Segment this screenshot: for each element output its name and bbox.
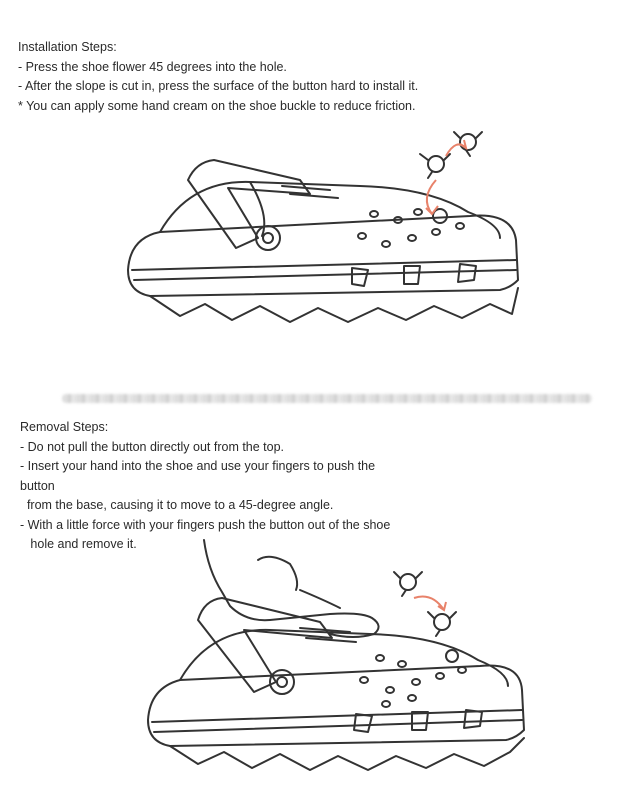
strap [188, 160, 310, 248]
vent-hole [464, 710, 482, 728]
vent-hole [352, 268, 368, 286]
strap-rivet [256, 226, 280, 250]
removal-line: - Insert your hand into the shoe and use your fingers to push the [20, 459, 376, 473]
charm-icon [420, 154, 450, 178]
removal-line: from the base, causing it to move to a 45-degree angle. [20, 498, 334, 512]
installation-line: - Press the shoe flower 45 degrees into the hole. [18, 59, 287, 74]
removal-line: - With a little force with your fingers push the button out of the shoe [20, 517, 391, 532]
vent-hole [404, 266, 420, 284]
vent-hole [354, 714, 372, 732]
removal-line: button [20, 478, 55, 493]
installation-line: - After the slope is cut in, press the surface of the button hard to install it. [18, 79, 419, 93]
clog-install-illustration [0, 120, 640, 340]
vent-hole [458, 264, 476, 282]
charm-icon [394, 572, 422, 596]
installation-title: Installation Steps: [18, 40, 117, 54]
section-divider [62, 394, 592, 403]
sole-outline [128, 216, 518, 297]
installation-line: * You can apply some hand cream on the shoe buckle to reduce friction. [18, 98, 416, 113]
removal-title: Removal Steps: [20, 420, 109, 434]
charm-installed [446, 650, 458, 662]
hand [204, 540, 379, 637]
charm-icon [428, 612, 456, 636]
vent-hole [412, 712, 428, 730]
removal-line: - Do not pull the button directly out from the top. [20, 439, 285, 454]
removal-line: hole and remove it. [20, 537, 137, 551]
installation-steps [18, 38, 418, 116]
sole-outline [148, 666, 524, 747]
clog-removal-illustration [0, 530, 640, 800]
